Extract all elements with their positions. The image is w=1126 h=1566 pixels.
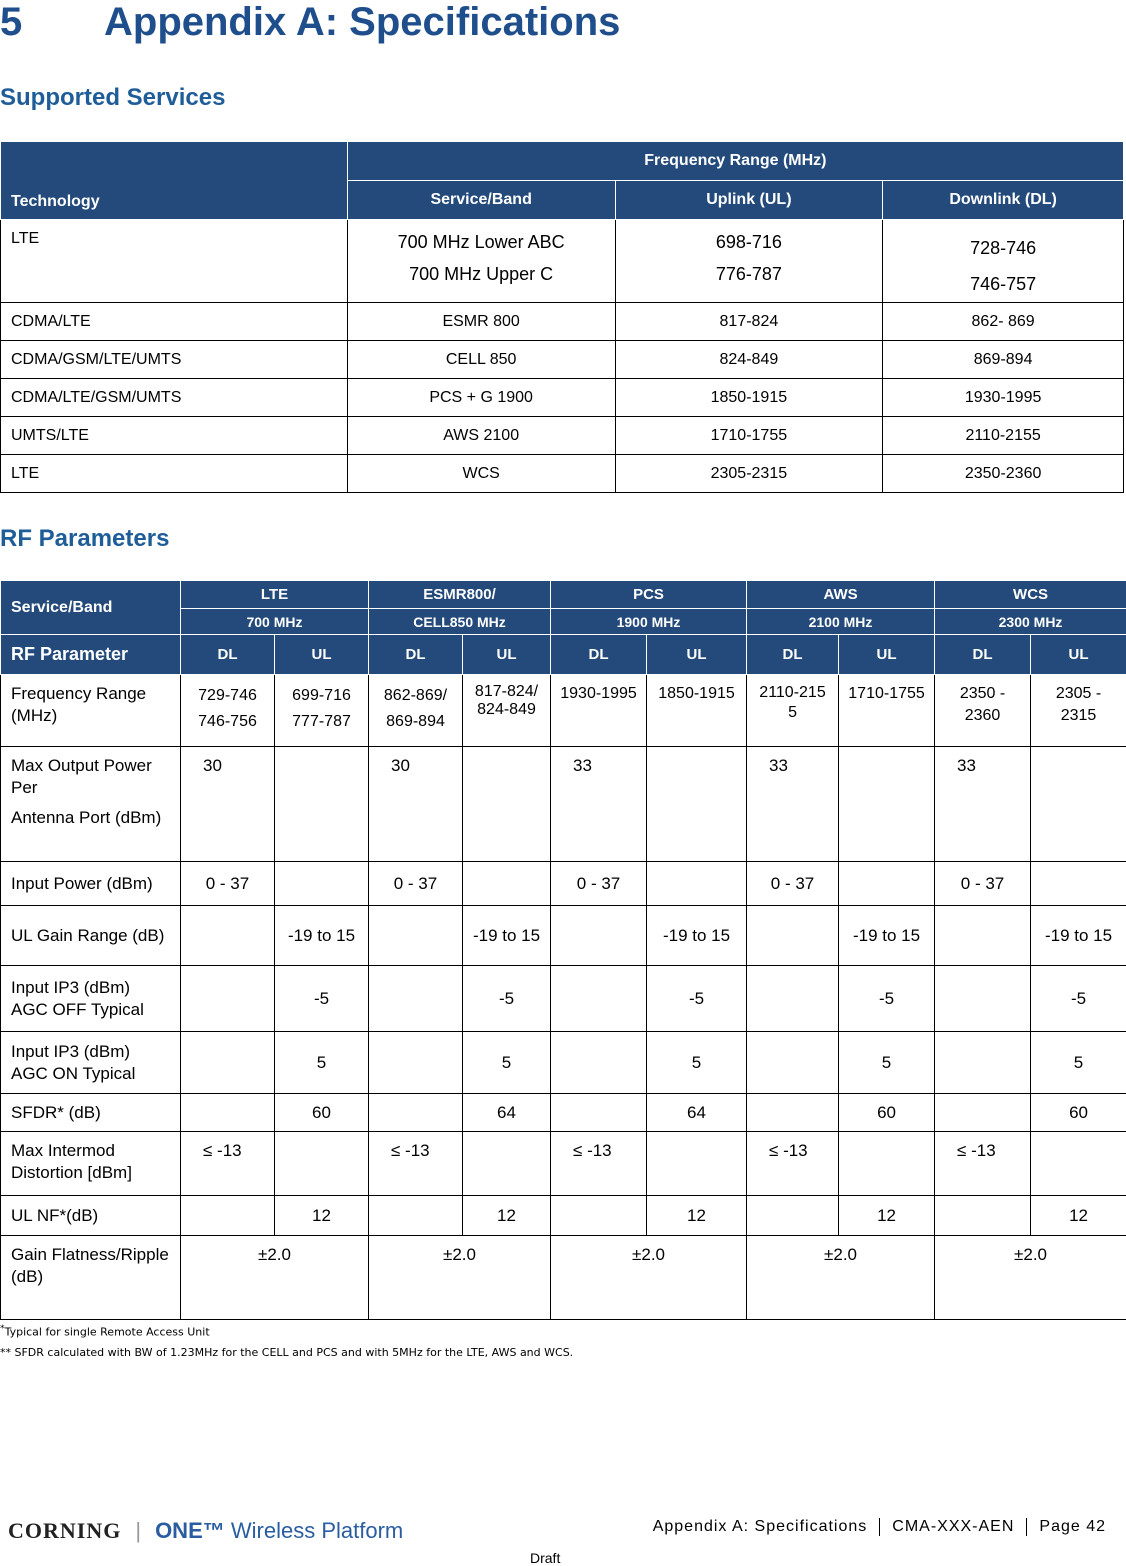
value-cell: -5 <box>275 966 369 1032</box>
value-cell <box>647 747 747 862</box>
value-cell <box>935 966 1031 1032</box>
value-cell <box>747 1094 839 1132</box>
band-mhz: CELL850 MHz <box>369 609 551 635</box>
draft-label: Draft <box>530 1550 561 1566</box>
rf-title: RF Parameters <box>0 525 170 552</box>
value-cell: -5 <box>647 966 747 1032</box>
value-cell <box>275 675 369 747</box>
logo-one: ONE™ <box>155 1518 225 1543</box>
table-row <box>1 1132 1126 1196</box>
value-cell <box>551 1032 647 1094</box>
value-cell <box>463 1132 551 1196</box>
value-cell: ±2.0 <box>551 1236 747 1320</box>
value-cell <box>181 906 275 966</box>
label-line: Input IP3 (dBm) <box>11 1041 131 1061</box>
value-cell: 64 <box>463 1094 551 1132</box>
dl-header: DL <box>747 635 839 675</box>
corning-logo <box>8 1518 403 1544</box>
value-line: 2360 <box>964 707 1001 724</box>
technology-cell: CDMA/LTE <box>1 303 348 341</box>
value-cell: 30 <box>181 747 275 862</box>
footnote-text: Typical for single Remote Access Unit <box>4 1325 210 1339</box>
value-cell <box>839 747 935 862</box>
value-cell <box>181 675 275 747</box>
dl-header: DL <box>551 635 647 675</box>
frequency-range-header: Frequency Range (MHz) <box>347 142 1123 181</box>
value-cell: 5 <box>1031 1032 1126 1094</box>
footnote-marker: * <box>0 1323 5 1334</box>
value-cell: ≤ -13 <box>551 1132 647 1196</box>
param-label: UL NF*(dB) <box>1 1196 181 1236</box>
services-table <box>0 141 1124 493</box>
value-cell <box>275 862 369 906</box>
value-cell: 33 <box>935 747 1031 862</box>
value-line: 2315 <box>1060 707 1097 724</box>
technology-cell: CDMA/GSM/LTE/UMTS <box>1 341 348 379</box>
value-cell: 0 - 37 <box>935 862 1031 906</box>
footnote-2: ** SFDR calculated with BW of 1.23MHz for the CELL and PCS and with 5MHz for the LTE, AWS and WCS. <box>0 1346 574 1359</box>
table-row <box>1 417 1124 455</box>
band-line: 700 MHz Lower ABC <box>397 232 565 252</box>
value-cell <box>369 906 463 966</box>
value-cell <box>1031 675 1126 747</box>
footnote-1 <box>0 1323 210 1339</box>
table-row <box>1 1236 1126 1320</box>
band-header: WCS <box>935 581 1126 609</box>
value-cell <box>747 906 839 966</box>
value-cell: -19 to 15 <box>463 906 551 966</box>
downlink-cell <box>883 220 1124 303</box>
value-line: 777-787 <box>292 713 351 730</box>
value-cell <box>1031 747 1126 862</box>
uplink-header: Uplink (UL) <box>615 181 883 220</box>
value-cell <box>369 966 463 1032</box>
value-cell <box>935 675 1031 747</box>
heading-title: Appendix A: Specifications <box>104 0 621 44</box>
label-line: Antenna Port (dBm) <box>11 808 162 827</box>
ul-header: UL <box>647 635 747 675</box>
value-cell: 30 <box>369 747 463 862</box>
value-cell: -5 <box>463 966 551 1032</box>
value-cell <box>369 675 463 747</box>
table-row <box>1 862 1126 906</box>
value-cell <box>747 966 839 1032</box>
value-cell: 1710-1755 <box>839 675 935 747</box>
downlink-cell: 862- 869 <box>883 303 1124 341</box>
value-cell: ≤ -13 <box>369 1132 463 1196</box>
table-row <box>1 906 1126 966</box>
label-line: AGC ON Typical <box>11 1063 136 1083</box>
table-row <box>1 455 1124 493</box>
uplink-cell: 817-824 <box>615 303 883 341</box>
value-cell <box>551 1094 647 1132</box>
downlink-header: Downlink (DL) <box>883 181 1124 220</box>
param-label: Input Power (dBm) <box>1 862 181 906</box>
band-cell: PCS + G 1900 <box>347 379 615 417</box>
value-cell: 0 - 37 <box>747 862 839 906</box>
logo-separator: | <box>135 1518 142 1543</box>
uplink-cell <box>615 220 883 303</box>
value-line: 2350 - <box>959 685 1006 702</box>
value-line: 746-756 <box>198 713 257 730</box>
table-row <box>1 966 1126 1032</box>
table-row <box>1 220 1124 303</box>
band-cell <box>347 220 615 303</box>
value-cell: ±2.0 <box>181 1236 369 1320</box>
value-cell: 12 <box>463 1196 551 1236</box>
value-cell <box>181 966 275 1032</box>
value-cell <box>935 1094 1031 1132</box>
ul-header: UL <box>1031 635 1126 675</box>
band-header: ESMR800/ <box>369 581 551 609</box>
downlink-cell: 2350-2360 <box>883 455 1124 493</box>
band-cell: ESMR 800 <box>347 303 615 341</box>
technology-cell: UMTS/LTE <box>1 417 348 455</box>
value-cell: -19 to 15 <box>647 906 747 966</box>
value-line: 824-849 <box>477 701 536 718</box>
value-line: 729-746 <box>198 687 257 704</box>
downlink-line: 728-746 <box>970 238 1037 258</box>
ul-header: UL <box>275 635 369 675</box>
value-cell <box>369 1032 463 1094</box>
band-mhz: 2300 MHz <box>935 609 1126 635</box>
band-header: PCS <box>551 581 747 609</box>
value-cell <box>839 1132 935 1196</box>
service-band-header: Service/Band <box>1 581 181 635</box>
value-cell <box>1031 862 1126 906</box>
band-mhz: 2100 MHz <box>747 609 935 635</box>
footer-section: Appendix A: Specifications <box>652 1518 868 1535</box>
band-mhz: 1900 MHz <box>551 609 747 635</box>
value-cell: 0 - 37 <box>181 862 275 906</box>
rf-parameters-table <box>0 580 1126 1320</box>
value-cell: ≤ -13 <box>747 1132 839 1196</box>
param-label: Max Intermod Distortion [dBm] <box>1 1132 181 1196</box>
uplink-cell: 2305-2315 <box>615 455 883 493</box>
value-cell <box>747 1196 839 1236</box>
value-cell: ±2.0 <box>747 1236 935 1320</box>
technology-cell: CDMA/LTE/GSM/UMTS <box>1 379 348 417</box>
table-row <box>1 379 1124 417</box>
value-cell <box>463 862 551 906</box>
value-cell: 60 <box>839 1094 935 1132</box>
downlink-line: 746-757 <box>970 274 1037 294</box>
value-cell: -19 to 15 <box>839 906 935 966</box>
value-cell <box>181 1196 275 1236</box>
value-cell <box>275 1132 369 1196</box>
table-row <box>1 1196 1126 1236</box>
page-heading <box>0 0 620 45</box>
band-mhz: 700 MHz <box>181 609 369 635</box>
heading-number: 5 <box>0 0 23 44</box>
value-cell: -5 <box>839 966 935 1032</box>
value-cell <box>463 675 551 747</box>
footer-doc-number: CMA-XXX-AEN <box>879 1518 1027 1536</box>
value-cell: 60 <box>1031 1094 1126 1132</box>
value-cell: 12 <box>647 1196 747 1236</box>
value-cell: 12 <box>1031 1196 1126 1236</box>
rf-parameter-header: RF Parameter <box>1 635 181 675</box>
value-cell: 12 <box>839 1196 935 1236</box>
value-cell <box>935 1196 1031 1236</box>
param-label <box>1 1032 181 1094</box>
page-footer <box>641 1518 1118 1536</box>
value-cell <box>935 906 1031 966</box>
band-line: 700 MHz Upper C <box>409 264 554 284</box>
value-line: 862-869/ <box>383 687 448 704</box>
value-cell: 5 <box>839 1032 935 1094</box>
value-cell <box>181 1032 275 1094</box>
value-cell: 1930-1995 <box>551 675 647 747</box>
footer-page-number: Page 42 <box>1039 1518 1106 1535</box>
value-cell: ±2.0 <box>935 1236 1126 1320</box>
value-line: 5 <box>788 704 797 721</box>
value-cell <box>1031 1132 1126 1196</box>
value-cell <box>369 1094 463 1132</box>
table-row <box>1 675 1126 747</box>
value-cell: ≤ -13 <box>181 1132 275 1196</box>
uplink-cell: 824-849 <box>615 341 883 379</box>
services-title: Supported Services <box>0 84 226 111</box>
dl-header: DL <box>369 635 463 675</box>
value-cell <box>275 747 369 862</box>
value-line: 2110-215 <box>759 684 826 701</box>
value-cell <box>551 906 647 966</box>
table-row <box>1 303 1124 341</box>
band-cell: CELL 850 <box>347 341 615 379</box>
value-cell <box>747 1032 839 1094</box>
label-line: (MHz) <box>11 706 58 725</box>
dl-header: DL <box>935 635 1031 675</box>
value-cell: 33 <box>551 747 647 862</box>
value-cell: 0 - 37 <box>369 862 463 906</box>
value-cell: -19 to 15 <box>275 906 369 966</box>
value-cell <box>369 1196 463 1236</box>
param-label: UL Gain Range (dB) <box>1 906 181 966</box>
downlink-cell: 1930-1995 <box>883 379 1124 417</box>
value-cell <box>839 862 935 906</box>
technology-header: Technology <box>1 142 348 220</box>
param-label <box>1 966 181 1032</box>
logo-brand: CORNING <box>8 1518 122 1543</box>
table-row <box>1 747 1126 862</box>
table-row <box>1 341 1124 379</box>
value-cell: 5 <box>275 1032 369 1094</box>
value-cell: -5 <box>1031 966 1126 1032</box>
value-line: 699-716 <box>292 687 351 704</box>
value-cell: 64 <box>647 1094 747 1132</box>
ul-header: UL <box>839 635 935 675</box>
param-label: SFDR* (dB) <box>1 1094 181 1132</box>
table-row <box>1 1094 1126 1132</box>
value-cell <box>551 966 647 1032</box>
technology-cell: LTE <box>1 220 348 303</box>
value-cell: 0 - 37 <box>551 862 647 906</box>
value-cell: -19 to 15 <box>1031 906 1126 966</box>
technology-cell: LTE <box>1 455 348 493</box>
band-header: LTE <box>181 581 369 609</box>
value-cell: 5 <box>463 1032 551 1094</box>
band-cell: AWS 2100 <box>347 417 615 455</box>
param-label <box>1 747 181 862</box>
value-cell: 5 <box>647 1032 747 1094</box>
downlink-cell: 2110-2155 <box>883 417 1124 455</box>
value-line: 869-894 <box>386 713 445 730</box>
value-cell <box>935 1032 1031 1094</box>
value-cell <box>551 1196 647 1236</box>
value-cell <box>647 1132 747 1196</box>
label-line: AGC OFF Typical <box>11 999 144 1019</box>
uplink-line: 776-787 <box>715 264 782 284</box>
value-cell <box>463 747 551 862</box>
uplink-cell: 1710-1755 <box>615 417 883 455</box>
band-cell: WCS <box>347 455 615 493</box>
logo-platform: Wireless Platform <box>230 1518 404 1543</box>
service-band-header: Service/Band <box>347 181 615 220</box>
band-header: AWS <box>747 581 935 609</box>
label-line: Frequency Range <box>11 684 147 703</box>
value-cell: 1850-1915 <box>647 675 747 747</box>
value-cell <box>647 862 747 906</box>
param-label <box>1 675 181 747</box>
value-line: 2305 - <box>1055 685 1102 702</box>
value-cell: ≤ -13 <box>935 1132 1031 1196</box>
dl-header: DL <box>181 635 275 675</box>
value-cell: ±2.0 <box>369 1236 551 1320</box>
value-cell: 12 <box>275 1196 369 1236</box>
value-line: 817-824/ <box>474 683 539 700</box>
downlink-cell: 869-894 <box>883 341 1124 379</box>
label-line: Input IP3 (dBm) <box>11 977 131 997</box>
value-cell <box>181 1094 275 1132</box>
ul-header: UL <box>463 635 551 675</box>
value-cell <box>747 675 839 747</box>
value-cell: 60 <box>275 1094 369 1132</box>
uplink-cell: 1850-1915 <box>615 379 883 417</box>
param-label: Gain Flatness/Ripple (dB) <box>1 1236 181 1320</box>
value-cell: 33 <box>747 747 839 862</box>
table-row <box>1 1032 1126 1094</box>
uplink-line: 698-716 <box>715 232 782 252</box>
label-line: Max Output Power Per <box>11 756 152 797</box>
